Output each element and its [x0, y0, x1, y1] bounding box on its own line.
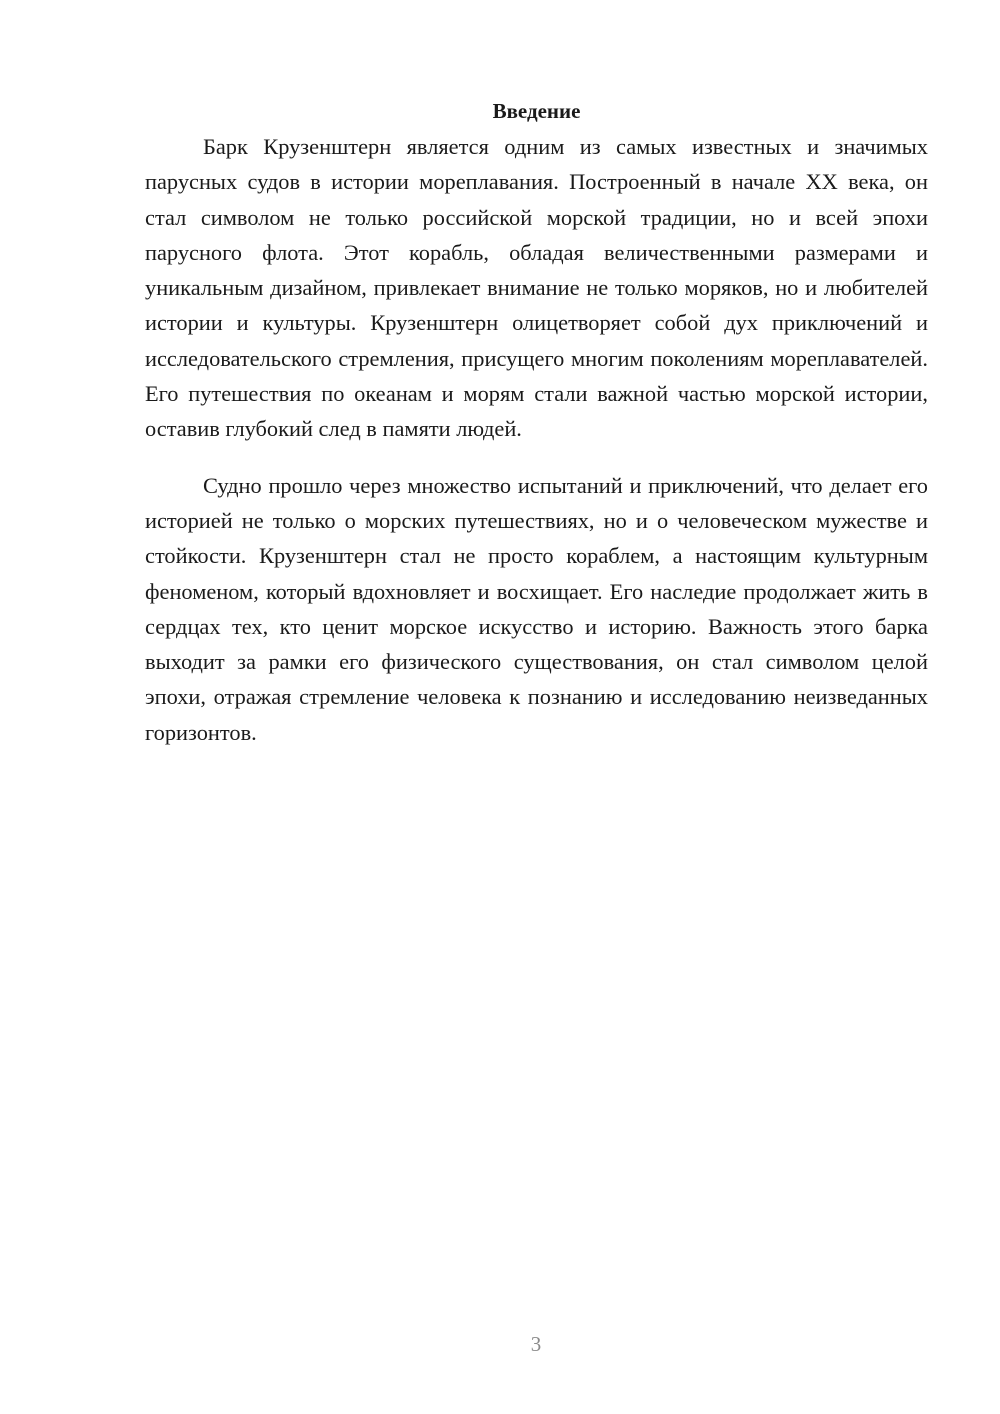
page-number: 3	[530, 1332, 542, 1356]
page-title: Введение	[492, 99, 581, 123]
paragraph-1: Барк Крузенштерн является одним из самых известных и значимых парусных судов в истории мореплавания. Построенный в начале XX века, он стал символом не только российской морской традиции, но и всей эпохи парусного флота. Этот корабль, обладая величественными размерами и уникальным дизайном, привлекает внимание не только моряков, но и любителей истории и культуры. Крузенштерн олицетворяет собой дух приключений и исследовательского стремления, присущего многим поколениям мореплавателей. Его путешествия по океанам и морям стали важной частью морской истории, оставив глубокий след в памяти людей.	[145, 134, 928, 442]
paragraph-2: Судно прошло через множество испытаний и приключений, что делает его историей не только о морских путешествиях, но и о человеческом мужестве и стойкости. Крузенштерн стал не просто кораблем, а настоящим культурным феноменом, который вдохновляет и восхищает. Его наследие продолжает жить в сердцах тех, кто ценит морское искусство и историю. Важность этого барка выходит за рамки его физического существования, он стал символом целой эпохи, отражая стремление человека к познанию и исследованию неизведанных горизонтов.	[145, 472, 928, 745]
page-content	[145, 94, 928, 750]
